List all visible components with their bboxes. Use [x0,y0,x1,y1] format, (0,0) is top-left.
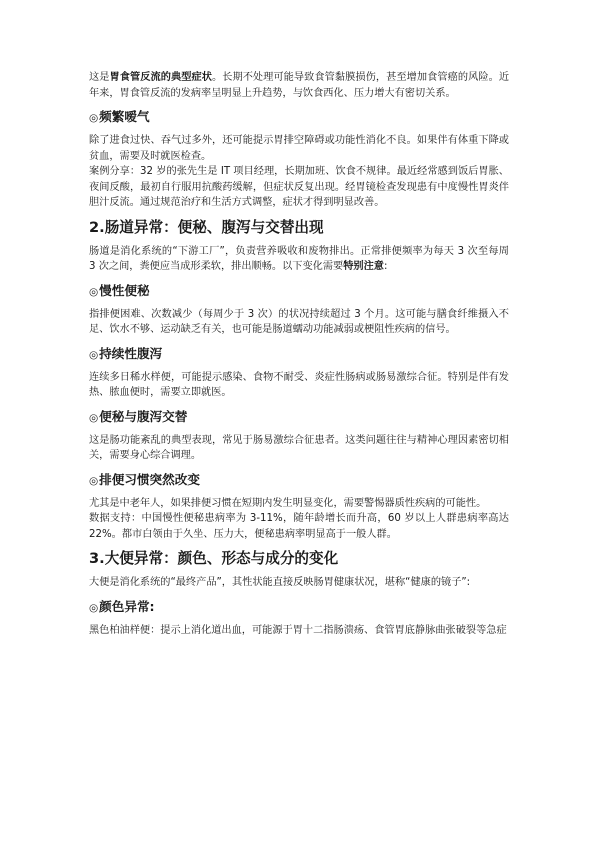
subheading-text: 慢性便秘 [99,282,150,298]
color-paragraph: 黑色柏油样便：提示上消化道出血，可能源于胃十二指肠溃疡、食管胃底静脉曲张破裂等急症 [89,624,507,636]
intro-lead: 这是 [89,72,110,83]
constipation-paragraph: 指排便困难、次数减少（每周少于 3 次）的状况持续超过 3 个月。这可能与膳食纤维摄入不足、饮水不够、运动缺乏有关，也可能是肠道蠕动功能减弱或梗阻性疾病的信号。 [89,308,509,335]
bullet-marker: ◎ [89,112,99,124]
belch-case-paragraph: 案例分享：32 岁的张先生是 IT 项目经理，长期加班、饮食不规律。最近经常感到饭后胃胀、夜间反酸，最初自行服用抗酸药缓解，但症状反复出现。经胃镜检查发现患有中度慢性胃炎伴胆汁反流。通过规范治疗和生活方式调整，症状才得到明显改善。 [89,166,509,208]
subheading-diarrhea [89,345,509,364]
document-page [89,70,509,638]
subheading-color [89,598,509,617]
intro-bold: 胃食管反流的典型症状 [109,72,212,83]
habit-paragraph: 尤其是中老年人，如果排便习惯在短期内发生明显变化，需要警惕器质性疾病的可能性。 [89,497,487,509]
section2-intro [89,244,509,275]
section2-intro-tail: : [383,261,388,272]
subheading-alternating [89,408,509,427]
section2-intro-lead: 肠道是消化系统的“下游工厂”，负责营养吸收和废物排出。正常排便频率为每天 3 次至每周 3 次之间，粪便应当成形柔软，排出顺畅。以下变化需要 [89,245,509,272]
section-heading-3: 3.大便异常：颜色、形态与成分的变化 [89,550,339,567]
habit-data-paragraph: 数据支持：中国慢性便秘患病率为 3-11%，随年龄增长而升高，60 岁以上人群患病率高达 22%。都市白领由于久坐、压力大，便秘患病率明显高于一般人群。 [89,513,509,540]
subheading-text: 持续性腹泻 [99,345,163,361]
subheading-belch [89,108,509,127]
intro-paragraph [89,70,509,101]
bullet-marker: ◎ [89,474,99,487]
diarrhea-paragraph: 连续多日稀水样便，可能提示感染、食物不耐受、炎症性肠病或肠易激综合征。特别是伴有发热、脓血便时，需要立即就医。 [89,371,509,398]
alternating-paragraph: 这是肠功能紊乱的典型表现，常见于肠易激综合征患者。这类问题往往与精神心理因素密切相关，需要身心综合调理。 [89,434,509,461]
section-heading-2: 2.肠道异常：便秘、腹泻与交替出现 [89,218,324,236]
bullet-marker: ◎ [89,348,99,361]
subheading-text: 便秘与腹泻交替 [99,408,188,424]
subheading-text: 排便习惯突然改变 [99,471,200,487]
bullet-marker: ◎ [89,411,99,424]
bullet-marker: ◎ [89,601,99,614]
intro-rest: 。长期不处理可能导致食管黏膜损伤，甚至增加食管癌的风险。近年来，胃食管反流的发病率呈明显上升趋势，与饮食西化、压力增大有密切关系。 [89,72,510,99]
subheading-habit-change [89,471,509,490]
section2-intro-bold: 特别注意 [343,261,384,272]
section3-intro: 大便是消化系统的“最终产品”，其性状能直接反映肠胃健康状况，堪称“健康的镜子”: [89,577,471,588]
subheading-constipation [89,282,509,301]
bullet-marker: ◎ [89,285,99,298]
subheading-text: 颜色异常: [99,598,155,614]
belch-paragraph: 除了进食过快、吞气过多外，还可能提示胃排空障碍或功能性消化不良。如果伴有体重下降或贫血，需要及时就医检查。 [89,135,509,162]
subheading-text: 频繁嗳气 [99,109,150,124]
